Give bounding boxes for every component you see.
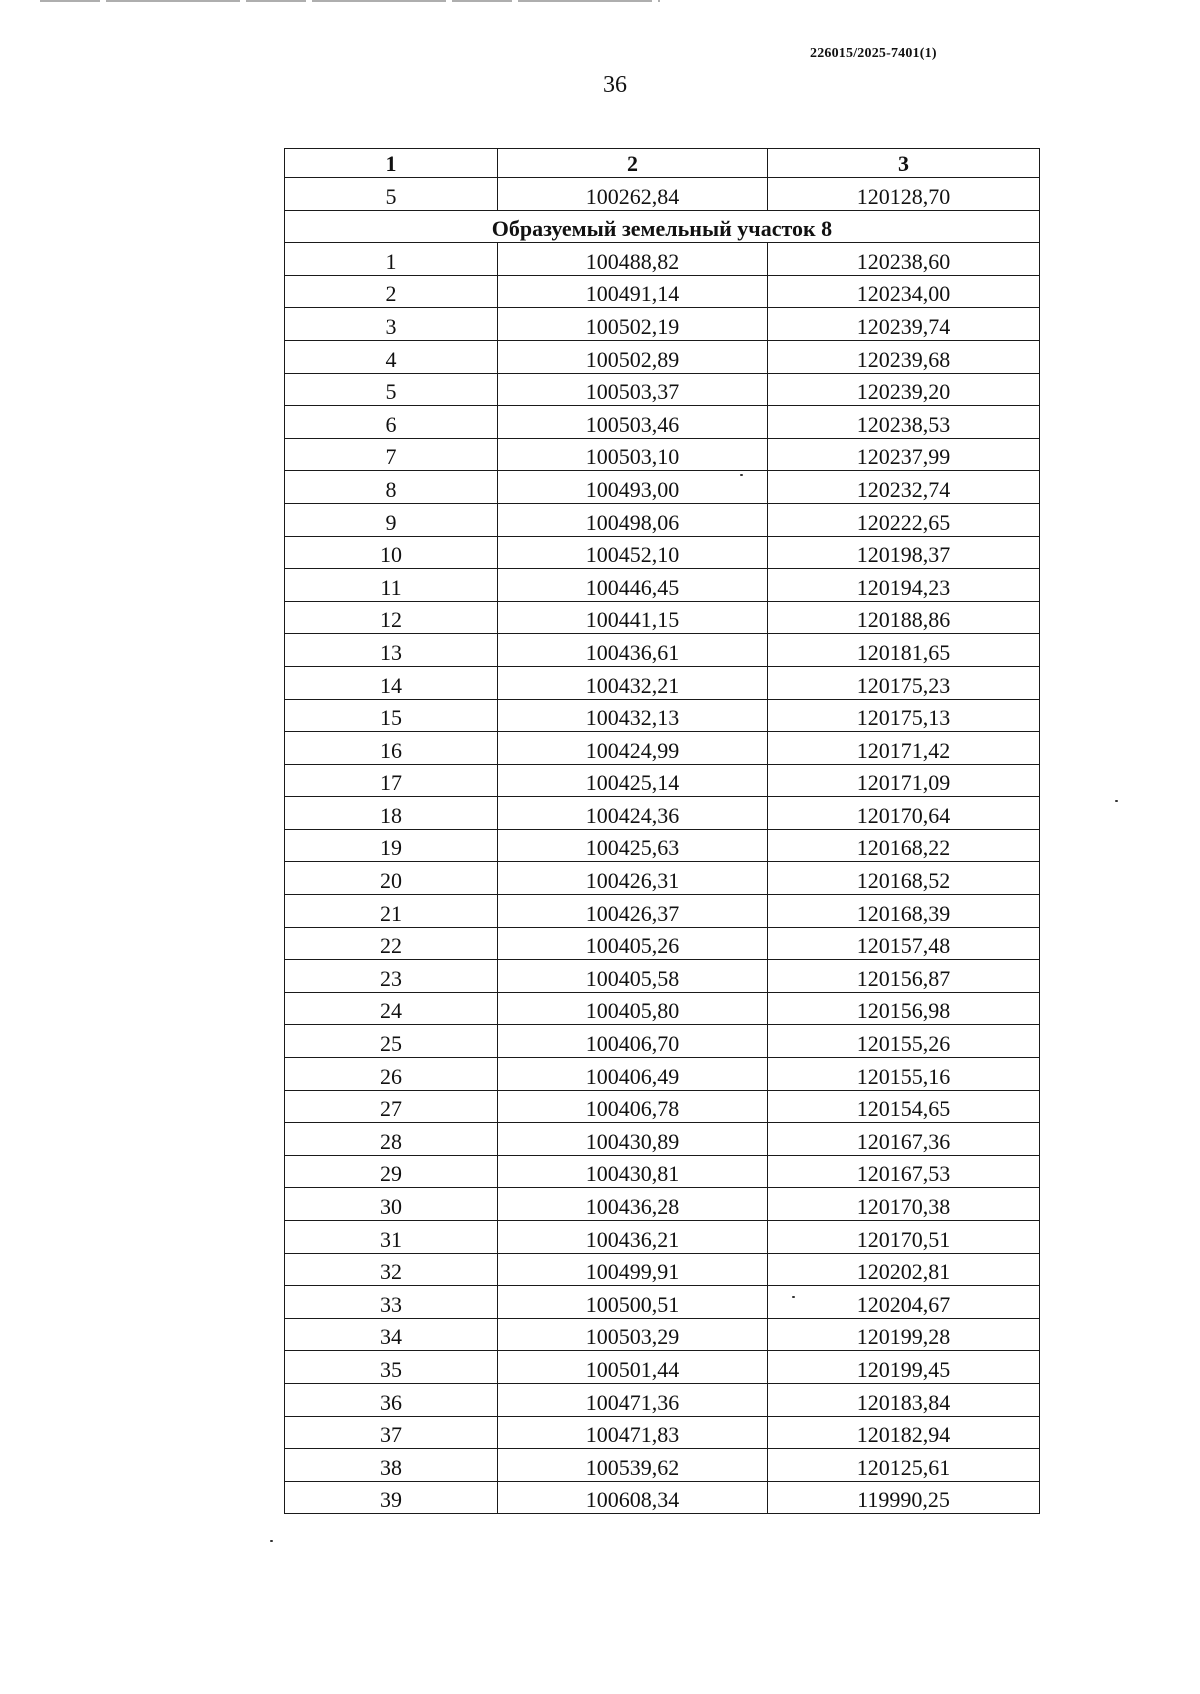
x-coordinate-cell: 100432,21 xyxy=(498,666,768,699)
table-row xyxy=(285,1155,1040,1188)
x-coordinate-cell: 100503,46 xyxy=(498,406,768,439)
x-coordinate-cell: 100501,44 xyxy=(498,1351,768,1384)
x-coordinate-cell: 100436,61 xyxy=(498,634,768,667)
y-coordinate-cell: 120239,68 xyxy=(768,340,1040,373)
table-row xyxy=(285,536,1040,569)
x-coordinate-cell: 100500,51 xyxy=(498,1286,768,1319)
x-coordinate-cell: 100430,81 xyxy=(498,1155,768,1188)
table-row xyxy=(285,601,1040,634)
point-number-cell: 26 xyxy=(285,1058,498,1091)
y-coordinate-cell: 120238,60 xyxy=(768,243,1040,276)
point-number-cell: 25 xyxy=(285,1025,498,1058)
x-coordinate-cell: 100425,14 xyxy=(498,764,768,797)
table-row xyxy=(285,764,1040,797)
point-number-cell: 38 xyxy=(285,1449,498,1482)
table-row xyxy=(285,1351,1040,1384)
table-row xyxy=(285,569,1040,602)
table-row xyxy=(285,308,1040,341)
y-coordinate-cell: 120155,16 xyxy=(768,1058,1040,1091)
table-row xyxy=(285,1090,1040,1123)
x-coordinate-cell: 100503,37 xyxy=(498,373,768,406)
table-row xyxy=(285,960,1040,993)
point-number-cell: 28 xyxy=(285,1123,498,1156)
x-coordinate-cell: 100503,10 xyxy=(498,438,768,471)
point-number-cell: 12 xyxy=(285,601,498,634)
x-coordinate-cell: 100502,19 xyxy=(498,308,768,341)
table-row xyxy=(285,503,1040,536)
point-number-cell: 31 xyxy=(285,1221,498,1254)
point-number-cell: 4 xyxy=(285,340,498,373)
table-row xyxy=(285,797,1040,830)
x-coordinate-cell: 100426,37 xyxy=(498,895,768,928)
x-coordinate-cell: 100436,21 xyxy=(498,1221,768,1254)
y-coordinate-cell: 120175,13 xyxy=(768,699,1040,732)
x-coordinate-cell: 100436,28 xyxy=(498,1188,768,1221)
table-row xyxy=(285,471,1040,504)
table-row xyxy=(285,406,1040,439)
x-coordinate-cell: 100488,82 xyxy=(498,243,768,276)
table-row xyxy=(285,1286,1040,1319)
x-coordinate-cell: 100430,89 xyxy=(498,1123,768,1156)
y-coordinate-cell: 120198,37 xyxy=(768,536,1040,569)
x-coordinate-cell: 100426,31 xyxy=(498,862,768,895)
y-coordinate-cell: 120156,98 xyxy=(768,992,1040,1025)
y-coordinate-cell: 120170,64 xyxy=(768,797,1040,830)
point-number-cell: 33 xyxy=(285,1286,498,1319)
x-coordinate-cell: 100441,15 xyxy=(498,601,768,634)
table-row xyxy=(285,927,1040,960)
x-coordinate-cell: 100499,91 xyxy=(498,1253,768,1286)
point-number-cell: 36 xyxy=(285,1383,498,1416)
point-number-cell: 16 xyxy=(285,732,498,765)
y-coordinate-cell: 120168,22 xyxy=(768,829,1040,862)
point-number-cell: 18 xyxy=(285,797,498,830)
point-number-cell: 24 xyxy=(285,992,498,1025)
x-coordinate-cell: 100539,62 xyxy=(498,1449,768,1482)
y-coordinate-cell: 120181,65 xyxy=(768,634,1040,667)
coordinates-table xyxy=(284,148,1040,1514)
point-number-cell: 3 xyxy=(285,308,498,341)
column-header-1: 1 xyxy=(285,149,498,178)
point-number-cell: 8 xyxy=(285,471,498,504)
x-coordinate-cell: 100406,78 xyxy=(498,1090,768,1123)
x-coordinate-cell: 100432,13 xyxy=(498,699,768,732)
y-coordinate-cell: 120194,23 xyxy=(768,569,1040,602)
x-coordinate-cell: 100425,63 xyxy=(498,829,768,862)
x-coordinate-cell: 100608,34 xyxy=(498,1481,768,1514)
header-row xyxy=(285,149,1040,178)
table-row xyxy=(285,732,1040,765)
table-row xyxy=(285,699,1040,732)
point-number-cell: 30 xyxy=(285,1188,498,1221)
table-row xyxy=(285,438,1040,471)
y-coordinate-cell: 120239,74 xyxy=(768,308,1040,341)
y-coordinate-cell: 120155,26 xyxy=(768,1025,1040,1058)
y-coordinate-cell: 120168,52 xyxy=(768,862,1040,895)
point-number-cell: 21 xyxy=(285,895,498,928)
table-row xyxy=(285,895,1040,928)
x-coordinate-cell: 100491,14 xyxy=(498,275,768,308)
column-header-3: 3 xyxy=(768,149,1040,178)
point-number-cell: 35 xyxy=(285,1351,498,1384)
document-number: 226015/2025-7401(1) xyxy=(810,46,937,61)
table-row xyxy=(285,1123,1040,1156)
scan-speck xyxy=(1115,800,1118,802)
point-number-cell: 11 xyxy=(285,569,498,602)
page-number: 36 xyxy=(603,72,627,98)
x-coordinate-cell: 100406,70 xyxy=(498,1025,768,1058)
point-number-cell: 7 xyxy=(285,438,498,471)
point-number-cell: 15 xyxy=(285,699,498,732)
x-coordinate-cell: 100503,29 xyxy=(498,1318,768,1351)
table-row xyxy=(285,275,1040,308)
point-number-cell: 37 xyxy=(285,1416,498,1449)
table-row xyxy=(285,862,1040,895)
table-row xyxy=(285,243,1040,276)
point-number-cell: 5 xyxy=(285,373,498,406)
table-row xyxy=(285,1025,1040,1058)
x-coordinate-cell: 100471,36 xyxy=(498,1383,768,1416)
table-row xyxy=(285,1188,1040,1221)
x-coordinate-cell: 100424,36 xyxy=(498,797,768,830)
x-coordinate-cell: 100493,00 xyxy=(498,471,768,504)
table-row xyxy=(285,634,1040,667)
y-coordinate-cell: 120168,39 xyxy=(768,895,1040,928)
scan-edge-strip xyxy=(40,0,660,2)
table-row xyxy=(285,829,1040,862)
x-coordinate-cell: 100424,99 xyxy=(498,732,768,765)
y-coordinate-cell: 120167,36 xyxy=(768,1123,1040,1156)
x-coordinate-cell: 100406,49 xyxy=(498,1058,768,1091)
y-coordinate-cell: 120170,51 xyxy=(768,1221,1040,1254)
y-coordinate-cell: 119990,25 xyxy=(768,1481,1040,1514)
y-coordinate-cell: 120199,45 xyxy=(768,1351,1040,1384)
y-coordinate-cell: 120232,74 xyxy=(768,471,1040,504)
y-coordinate-cell: 120175,23 xyxy=(768,666,1040,699)
point-number-cell: 22 xyxy=(285,927,498,960)
table-row xyxy=(285,1221,1040,1254)
column-header-2: 2 xyxy=(498,149,768,178)
section-row xyxy=(285,210,1040,243)
section-title: Образуемый земельный участок 8 xyxy=(285,210,1040,243)
table-row xyxy=(285,1481,1040,1514)
point-number-cell: 9 xyxy=(285,503,498,536)
point-number-cell: 29 xyxy=(285,1155,498,1188)
y-coordinate-cell: 120237,99 xyxy=(768,438,1040,471)
table-row xyxy=(285,666,1040,699)
point-number-cell: 6 xyxy=(285,406,498,439)
y-coordinate-cell: 120234,00 xyxy=(768,275,1040,308)
table-row xyxy=(285,992,1040,1025)
table-row xyxy=(285,1318,1040,1351)
point-number-cell: 2 xyxy=(285,275,498,308)
x-coordinate-cell: 100502,89 xyxy=(498,340,768,373)
x-coordinate-cell: 100498,06 xyxy=(498,503,768,536)
point-number-cell: 1 xyxy=(285,243,498,276)
y-coordinate-cell: 120156,87 xyxy=(768,960,1040,993)
y-coordinate-cell: 120202,81 xyxy=(768,1253,1040,1286)
point-number-cell: 14 xyxy=(285,666,498,699)
point-number-cell: 20 xyxy=(285,862,498,895)
point-number-cell: 5 xyxy=(285,178,498,211)
table-row xyxy=(285,178,1040,211)
table-row xyxy=(285,1253,1040,1286)
y-coordinate-cell: 120199,28 xyxy=(768,1318,1040,1351)
table-body xyxy=(285,178,1040,1514)
table-row xyxy=(285,340,1040,373)
coordinates-table-container xyxy=(284,148,1039,1514)
x-coordinate-cell: 100405,80 xyxy=(498,992,768,1025)
point-number-cell: 27 xyxy=(285,1090,498,1123)
x-coordinate-cell: 100405,58 xyxy=(498,960,768,993)
x-coordinate-cell: 100405,26 xyxy=(498,927,768,960)
y-coordinate-cell: 120239,20 xyxy=(768,373,1040,406)
y-coordinate-cell: 120170,38 xyxy=(768,1188,1040,1221)
y-coordinate-cell: 120171,42 xyxy=(768,732,1040,765)
table-row xyxy=(285,1449,1040,1482)
scan-speck xyxy=(792,1296,795,1298)
y-coordinate-cell: 120154,65 xyxy=(768,1090,1040,1123)
table-row xyxy=(285,373,1040,406)
point-number-cell: 13 xyxy=(285,634,498,667)
y-coordinate-cell: 120204,67 xyxy=(768,1286,1040,1319)
y-coordinate-cell: 120125,61 xyxy=(768,1449,1040,1482)
x-coordinate-cell: 100446,45 xyxy=(498,569,768,602)
y-coordinate-cell: 120188,86 xyxy=(768,601,1040,634)
point-number-cell: 10 xyxy=(285,536,498,569)
x-coordinate-cell: 100452,10 xyxy=(498,536,768,569)
table-row xyxy=(285,1383,1040,1416)
y-coordinate-cell: 120182,94 xyxy=(768,1416,1040,1449)
point-number-cell: 19 xyxy=(285,829,498,862)
table-row xyxy=(285,1058,1040,1091)
y-coordinate-cell: 120238,53 xyxy=(768,406,1040,439)
x-coordinate-cell: 100262,84 xyxy=(498,178,768,211)
y-coordinate-cell: 120167,53 xyxy=(768,1155,1040,1188)
x-coordinate-cell: 100471,83 xyxy=(498,1416,768,1449)
point-number-cell: 39 xyxy=(285,1481,498,1514)
y-coordinate-cell: 120222,65 xyxy=(768,503,1040,536)
point-number-cell: 32 xyxy=(285,1253,498,1286)
point-number-cell: 34 xyxy=(285,1318,498,1351)
y-coordinate-cell: 120171,09 xyxy=(768,764,1040,797)
point-number-cell: 17 xyxy=(285,764,498,797)
y-coordinate-cell: 120183,84 xyxy=(768,1383,1040,1416)
y-coordinate-cell: 120128,70 xyxy=(768,178,1040,211)
scan-speck xyxy=(740,474,743,476)
table-row xyxy=(285,1416,1040,1449)
y-coordinate-cell: 120157,48 xyxy=(768,927,1040,960)
scan-speck xyxy=(270,1540,273,1542)
point-number-cell: 23 xyxy=(285,960,498,993)
